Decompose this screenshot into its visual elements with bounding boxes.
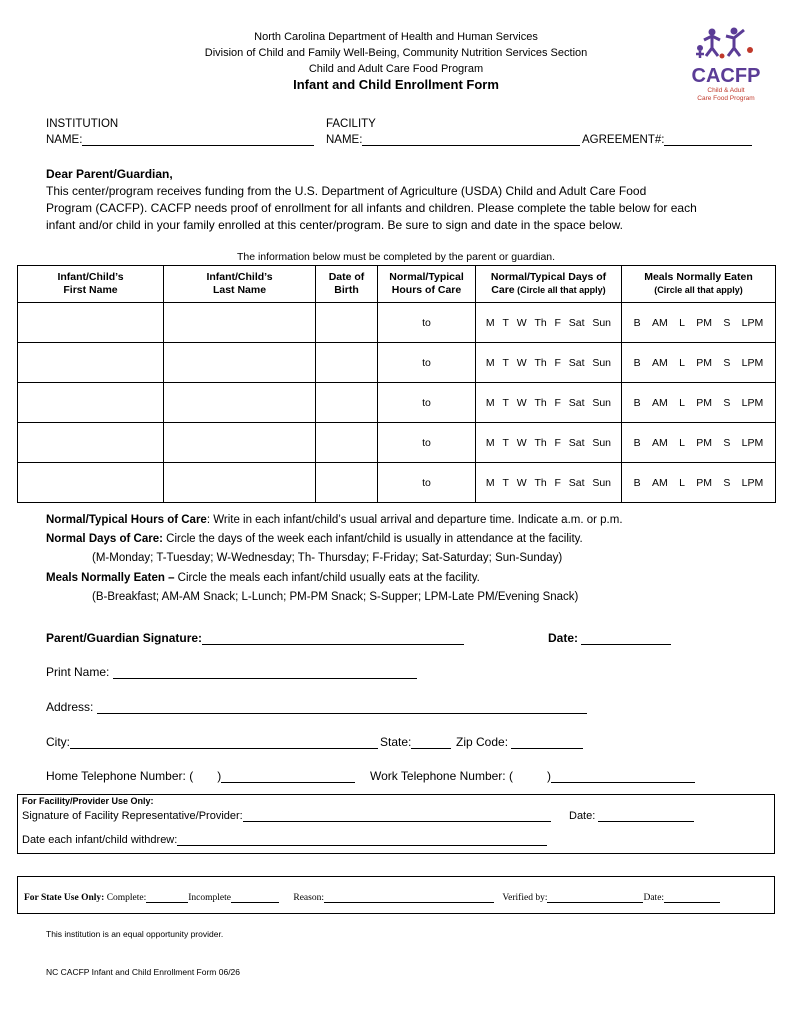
state-use-title: For State Use Only: [24,893,105,903]
meal-option[interactable]: PM [696,316,712,329]
col-header-hours: Normal/Typical Hours of Care [378,266,476,303]
meal-option[interactable]: PM [696,476,712,489]
day-option[interactable]: M [485,436,495,449]
days-cell [476,303,622,343]
col-header-dob: Date of Birth [316,266,378,303]
first-name-cell[interactable] [18,463,164,503]
hours-cell[interactable] [378,383,476,423]
institution-name-field[interactable] [46,134,314,146]
day-option[interactable]: M [485,356,495,369]
day-option[interactable]: T [502,396,509,409]
first-name-cell[interactable] [18,383,164,423]
day-option[interactable]: T [502,356,509,369]
zip-line[interactable] [511,748,583,749]
agreement-field[interactable] [582,134,752,146]
table-row [18,383,776,423]
meals-cell [622,423,776,463]
meal-option[interactable]: B [633,476,641,489]
institution-name-label: NAME: [46,134,83,146]
meal-option[interactable]: L [679,396,685,409]
parent-date-label: Date: [548,631,579,645]
meal-option[interactable]: S [723,316,731,329]
state-incomplete-label: Incomplete [188,893,231,903]
logo-figures-icon [690,26,762,60]
meal-option[interactable]: B [633,396,641,409]
day-option[interactable]: Sat [568,476,585,489]
state-line[interactable] [411,748,451,749]
meal-option[interactable]: AM [652,356,668,369]
eeo-statement: This institution is an equal opportunity provider. [46,929,224,939]
day-option[interactable]: Th [534,316,547,329]
meal-option[interactable]: L [679,356,685,369]
dob-cell[interactable] [316,343,378,383]
parent-date-line[interactable] [581,644,671,645]
letter-line-3: infant and/or child in your family enrolled at this center/program. Be sure to sign and date in the space below. [46,218,623,232]
home-phone-field[interactable]: Home Telephone Number: ( ) [46,769,355,783]
city-line[interactable] [70,748,378,749]
day-option[interactable]: F [554,476,561,489]
facility-sig-field[interactable] [22,810,551,822]
letter-line-1: This center/program receives funding from the U.S. Department of Agriculture (USDA) Child and Adult Care Food [46,184,647,198]
day-option[interactable]: Th [534,476,547,489]
last-name-cell[interactable] [164,303,316,343]
day-option[interactable]: Sun [592,316,612,329]
last-name-cell[interactable] [164,463,316,503]
day-option[interactable]: Sun [592,436,612,449]
col-header-first-name: Infant/Child’s First Name [18,266,164,303]
print-name-label: Print Name: [46,665,110,679]
meal-option[interactable]: LPM [741,316,764,329]
state-label: State: [380,735,412,749]
day-option[interactable]: F [554,316,561,329]
to-label: to [422,436,431,449]
withdrew-field[interactable] [22,834,547,846]
day-option[interactable]: Sat [568,316,585,329]
cacfp-logo [690,26,762,106]
form-id: NC CACFP Infant and Child Enrollment Form 06/26 [46,967,241,977]
agreement-line[interactable] [664,145,752,146]
meal-option[interactable]: B [633,356,641,369]
table-header-row [18,266,776,303]
meal-option[interactable]: S [723,476,731,489]
meal-option[interactable]: AM [652,396,668,409]
address-line[interactable] [97,713,587,714]
day-option[interactable]: Th [534,436,547,449]
to-label: to [422,356,431,369]
meals-cell [622,303,776,343]
days-cell [476,463,622,503]
header-line-1: North Carolina Department of Health and Human Services [254,31,538,43]
state-field[interactable] [380,735,451,749]
meal-option[interactable]: LPM [741,356,764,369]
header-line-2: Division of Child and Family Well-Being, Community Nutrition Services Section [204,47,588,59]
state-reason-line[interactable] [324,902,494,903]
days-cell [476,423,622,463]
first-name-cell[interactable] [18,423,164,463]
print-name-field[interactable] [46,665,417,679]
meal-option[interactable]: S [723,356,731,369]
facility-sig-label: Signature of Facility Representative/Provider: [22,810,243,822]
day-option[interactable]: Sun [592,396,612,409]
institution-label-top: INSTITUTION [46,118,119,130]
letter-line-2: Program (CACFP). CACFP needs proof of enrollment for all infants and children. Please complete the table below for each [46,201,697,215]
parent-date-field[interactable] [548,631,671,645]
state-date-line[interactable] [664,902,720,903]
parent-signature-field[interactable] [46,631,464,645]
facility-date-label: Date: [569,810,596,822]
meal-option[interactable]: LPM [741,396,764,409]
day-option[interactable]: W [516,476,527,489]
meal-option[interactable]: L [679,436,685,449]
work-phone-line[interactable] [551,782,695,783]
table-caption: The information below must be completed by the parent or guardian. [236,251,556,263]
table-row [18,463,776,503]
facility-label-top: FACILITY [326,118,376,130]
logo-subtitle-1: Child & Adult [707,87,745,94]
meal-option[interactable]: S [723,396,731,409]
day-option[interactable]: F [554,396,561,409]
col-header-last-name: Infant/Child’s Last Name [164,266,316,303]
city-label: City: [46,735,70,749]
to-label: to [422,316,431,329]
home-phone-line[interactable] [221,782,355,783]
last-name-cell[interactable] [164,343,316,383]
institution-name-line[interactable] [82,145,314,146]
col-header-meals: Meals Normally Eaten (Circle all that apply) [622,266,776,303]
meals-cell [622,463,776,503]
hours-cell[interactable] [378,423,476,463]
city-field[interactable] [46,735,378,749]
facility-use-title: For Facility/Provider Use Only: [22,796,154,806]
day-option[interactable]: M [485,316,495,329]
meal-option[interactable]: PM [696,396,712,409]
day-option[interactable]: F [554,436,561,449]
facility-date-line[interactable] [598,821,694,822]
first-name-cell[interactable] [18,303,164,343]
day-option[interactable]: Sat [568,356,585,369]
hours-cell[interactable] [378,463,476,503]
meals-cell [622,383,776,423]
to-label: to [422,396,431,409]
day-option[interactable]: Sun [592,476,612,489]
meal-option[interactable]: L [679,316,685,329]
facility-name-label: NAME: [326,134,363,146]
legend-days: Normal Days of Care: Circle the days of the week each infant/child is usually in attendance at the facility. [46,533,583,545]
work-phone-label: Work Telephone Number: ( [370,769,513,783]
meal-option[interactable]: B [633,316,641,329]
withdrew-line[interactable] [177,845,547,846]
first-name-cell[interactable] [18,343,164,383]
print-name-line[interactable] [113,678,417,679]
day-option[interactable]: W [516,396,527,409]
address-field[interactable] [46,700,587,714]
meal-option[interactable]: LPM [741,476,764,489]
letter-salutation: Dear Parent/Guardian, [46,167,173,181]
state-date-label: Date: [643,893,665,903]
legend-days-key: (M-Monday; T-Tuesday; W-Wednesday; Th- Thursday; F-Friday; Sat-Saturday; Sun-Sunday) [92,552,563,564]
last-name-cell[interactable] [164,383,316,423]
col-header-days: Normal/Typical Days of Care (Circle all that apply) [476,266,622,303]
meal-option[interactable]: AM [652,316,668,329]
day-option[interactable]: T [502,436,509,449]
hours-cell[interactable] [378,303,476,343]
facility-name-field[interactable] [326,134,580,146]
day-option[interactable]: Sat [568,436,585,449]
facility-name-line[interactable] [362,145,580,146]
logo-text: CACFP [691,65,761,87]
agreement-label: AGREEMENT#: [582,134,665,146]
day-option[interactable]: Th [534,356,547,369]
header-line-3: Child and Adult Care Food Program [308,63,484,75]
to-label: to [422,476,431,489]
day-option[interactable]: T [502,316,509,329]
meal-option[interactable]: B [633,436,641,449]
home-phone-label: Home Telephone Number: ( [46,769,194,783]
state-complete-label: Complete: [106,893,147,903]
form-title: Infant and Child Enrollment Form [293,77,499,92]
table-row [18,423,776,463]
address-label: Address: [46,700,94,714]
facility-sig-line[interactable] [243,821,551,822]
days-cell [476,343,622,383]
day-option[interactable]: M [485,476,495,489]
state-reason-label: Reason: [293,893,324,903]
day-option[interactable]: W [516,316,527,329]
logo-subtitle-2: Care Food Program [697,95,755,102]
enrollment-table [17,265,776,503]
day-option[interactable]: M [485,396,495,409]
day-option[interactable]: Sat [568,396,585,409]
day-option[interactable]: Th [534,396,547,409]
meal-option[interactable]: PM [696,356,712,369]
meal-option[interactable]: LPM [741,436,764,449]
state-incomplete-line[interactable] [231,902,279,903]
zip-field[interactable] [456,735,583,749]
work-phone-field[interactable]: Work Telephone Number: ( ) [370,769,695,783]
meal-option[interactable]: AM [652,476,668,489]
legend-meals-key: (B-Breakfast; AM-AM Snack; L-Lunch; PM-PM Snack; S-Supper; LPM-Late PM/Evening Snack) [92,591,579,603]
dob-cell[interactable] [316,423,378,463]
state-use-row [24,893,720,903]
day-option[interactable]: W [516,356,527,369]
table-row [18,343,776,383]
meals-cell [622,343,776,383]
meal-option[interactable]: S [723,436,731,449]
days-cell [476,383,622,423]
parent-signature-label: Parent/Guardian Signature: [46,631,203,645]
dob-cell[interactable] [316,303,378,343]
day-option[interactable]: F [554,356,561,369]
meal-option[interactable]: L [679,476,685,489]
meal-option[interactable]: PM [696,436,712,449]
zip-label: Zip Code: [456,735,509,749]
state-verified-line[interactable] [547,902,643,903]
withdrew-label: Date each infant/child withdrew: [22,834,178,846]
state-verified-label: Verified by: [502,893,548,903]
meal-option[interactable]: AM [652,436,668,449]
table-row [18,303,776,343]
day-option[interactable]: W [516,436,527,449]
day-option[interactable]: T [502,476,509,489]
state-complete-line[interactable] [146,902,188,903]
last-name-cell[interactable] [164,423,316,463]
day-option[interactable]: Sun [592,356,612,369]
legend-hours: Normal/Typical Hours of Care: Write in each infant/child’s usual arrival and departure time. Indicate a.m. or p.m. [46,514,623,526]
dob-cell[interactable] [316,383,378,423]
legend-meals: Meals Normally Eaten – Circle the meals each infant/child usually eats at the facility. [46,572,480,584]
hours-cell[interactable] [378,343,476,383]
facility-date-field[interactable] [569,810,694,822]
dob-cell[interactable] [316,463,378,503]
parent-signature-line[interactable] [202,644,464,645]
